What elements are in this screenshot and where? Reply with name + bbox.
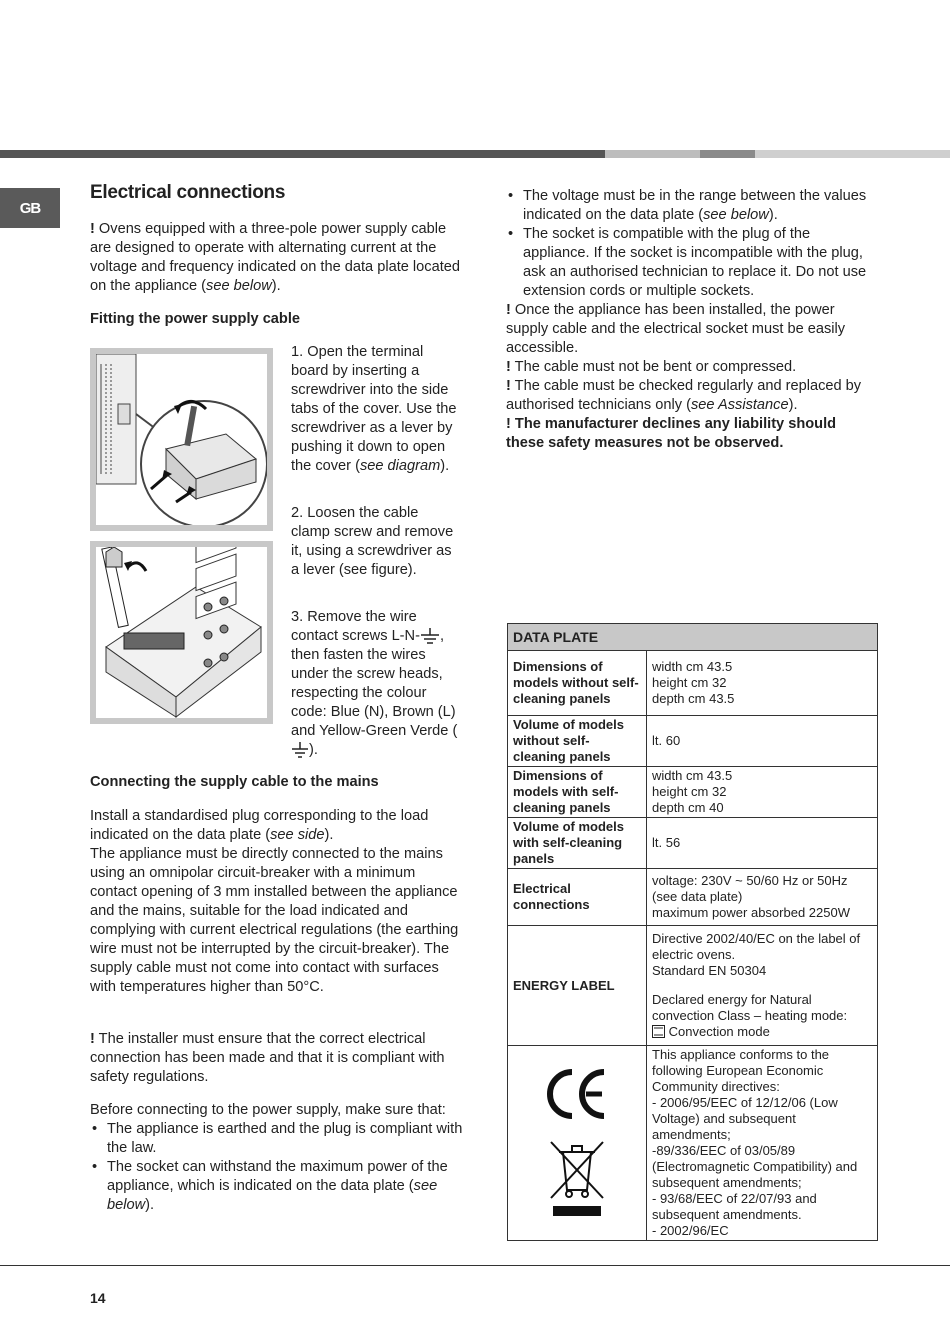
header-bar-mid: [700, 150, 755, 158]
intro-paragraph: ! Ovens equipped with a three-pole power supply cable are designed to operate with alternating current at the voltage and frequency indicated on the data plate located on the appliance (see below).: [90, 221, 460, 294]
row-value: voltage: 230V ~ 50/60 Hz or 50Hz (see data plate) maximum power absorbed 2250W: [647, 869, 878, 926]
row-value: Directive 2002/40/EC on the label of electric ovens. Standard EN 50304 Declared energy for Natural convection Class – heating mode: Convection mode: [647, 926, 878, 1046]
row-label: Volume of models with self-cleaning panels: [508, 818, 647, 869]
row-value: lt. 60: [647, 716, 878, 767]
earth-symbol-icon: [291, 742, 309, 758]
fitting-heading: Fitting the power supply cable: [90, 311, 301, 327]
row-label: Volume of models without self-cleaning panels: [508, 716, 647, 767]
bullet-earthed: • The appliance is earthed and the plug is compliant with the law.: [90, 1120, 465, 1158]
oven-mode-icon: [652, 1025, 665, 1038]
header-bar-dark: [0, 150, 605, 158]
bullet-socket-power: • The socket can withstand the maximum power of the appliance, which is indicated on the data plate (see below).: [90, 1158, 465, 1215]
row-label: Dimensions of models with self-cleaning panels: [508, 767, 647, 818]
note-checked: ! The cable must be checked regularly and replaced by authorised technicians only (see Assistance).: [506, 378, 862, 413]
data-plate-header: DATA PLATE: [508, 624, 878, 651]
fitting-step-2: 2. Loosen the cable clamp screw and remove it, using a screwdriver as a lever (see figure).: [291, 505, 454, 578]
installer-warning: ! The installer must ensure that the correct electrical connection has been made and that it is compliant with safety regulations.: [90, 1031, 445, 1085]
row-label: Electrical connections: [508, 869, 647, 926]
header-bar-light: [605, 150, 700, 158]
data-plate-table: [507, 623, 878, 1241]
earth-symbol-icon: [420, 628, 440, 644]
connecting-heading: Connecting the supply cable to the mains: [90, 774, 379, 790]
note-accessible: ! Once the appliance has been installed, the power supply cable and the electrical socket must be easily accessible.: [506, 302, 846, 356]
right-column-text: [506, 187, 876, 453]
liability-note: ! The manufacturer declines any liability should these safety measures not be observed.: [506, 416, 837, 451]
terminal-board-diagram: [90, 348, 273, 531]
fitting-step-3: 3. Remove the wire contact screws L-N- , then fasten the wires under the screw heads, respecting the colour code: Blue (N), Brown (L) and Yellow-Green Verde ().: [291, 609, 458, 758]
ce-mark-icon: [542, 1064, 612, 1124]
header-bar-light-2: [755, 150, 950, 158]
page-number: 14: [90, 1290, 106, 1306]
weee-bin-icon: [547, 1138, 607, 1218]
footer-rule: [0, 1265, 950, 1266]
row-label: ENERGY LABEL: [508, 926, 647, 1046]
compliance-symbols: [508, 1046, 647, 1241]
note-bent: ! The cable must not be bent or compressed.: [506, 359, 797, 375]
connecting-paragraph-1: Install a standardised plug corresponding to the load indicated on the data plate (see side). The appliance must be directly connected to the mains using an omnipolar circuit-breaker with a minimum contact opening of 3 mm installed between the appliance and the mains, suitable for the load indicated and complying with current electrical regulations (the earthing wire must not be interrupted by the circuit-breaker). The supply cable must not come into contact with surfaces with temperatures higher than 50°C.: [90, 808, 459, 995]
row-label: Dimensions of models without self-cleaning panels: [508, 651, 647, 716]
row-value: width cm 43.5 height cm 32 depth cm 43.5: [647, 651, 878, 716]
page-title: Electrical connections: [90, 182, 286, 203]
fitting-step-1: 1. Open the terminal board by inserting a screwdriver into the side tabs of the cover. Use the screwdriver as a lever by pushing it down to open the cover (see diagram).: [291, 344, 457, 474]
row-value: width cm 43.5 height cm 32 depth cm 40: [647, 767, 878, 818]
row-value: lt. 56: [647, 818, 878, 869]
language-tab: GB: [0, 188, 60, 228]
bullet-voltage: • The voltage must be in the range between the values indicated on the data plate (see below).: [506, 187, 876, 225]
before-connecting: Before connecting to the power supply, make sure that: • The appliance is earthed and the plug is compliant with the law. • The socket can withstand the maximum power of the appliance, which is indicated on the data plate (see below).: [90, 1101, 465, 1215]
compliance-text: This appliance conforms to the following European Economic Community directives: - 2006/95/EEC of 12/12/06 (Low Voltage) and subsequent amendments; -89/336/EEC of 03/05/89 (Electromagnetic Compatibility) and subsequent amendments; - 93/68/EEC of 22/07/93 and subsequent amendments. - 2002/96/EC: [647, 1046, 878, 1241]
cable-clamp-diagram: [90, 541, 273, 724]
bullet-socket-compatible: • The socket is compatible with the plug of the appliance. If the socket is incompatible with the plug, ask an authorised technician to replace it. Do not use extension cords or multiple sockets.: [506, 225, 876, 301]
